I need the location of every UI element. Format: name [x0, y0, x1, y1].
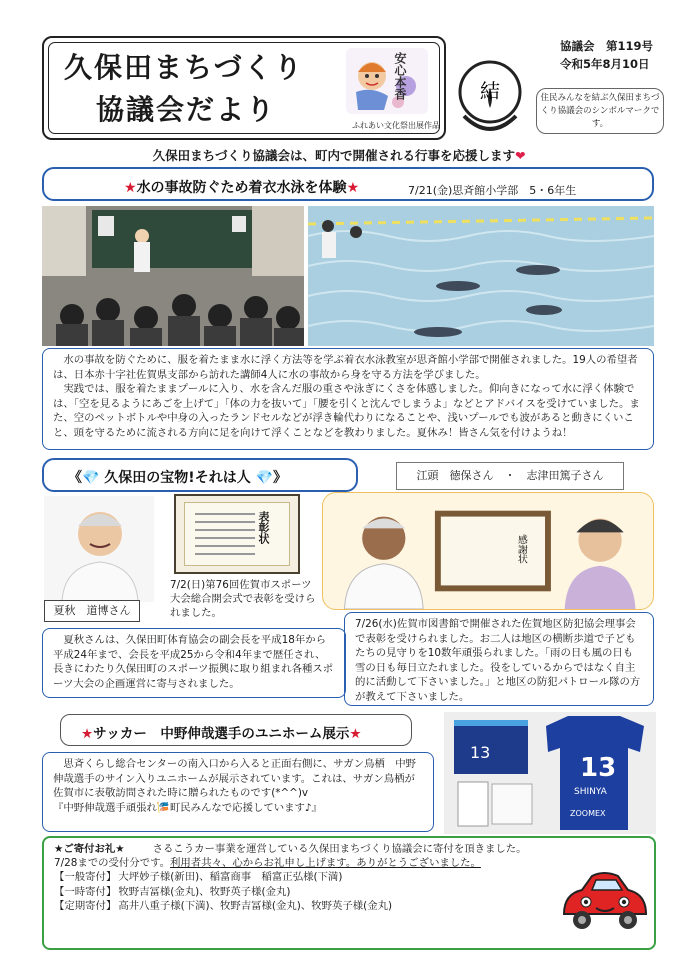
natsuaki-article — [42, 628, 346, 698]
donation-line1: さるこうカー事業を運営している久保田まちづくり協議会に寄付を頂きました。 — [152, 843, 527, 855]
soccer-section-title — [81, 722, 361, 742]
pair-article — [344, 612, 654, 706]
classroom-photo — [42, 206, 304, 346]
heart-icon: ❤ — [514, 148, 526, 163]
donation-row-value: 大坪妙子様(新田)、稲富商事 稲富正弘様(下満) — [118, 871, 343, 884]
natsuaki-portrait-photo — [44, 496, 154, 602]
donation-row-key: 【定期寄付】 — [54, 899, 117, 912]
issue-date: 令和5年8月10日 — [560, 57, 650, 71]
swim-date-place: 7/21(金)思斉館小学部 5・6年生 — [408, 184, 577, 197]
soccer-title-text: サッカー 中野伸哉選手のユニホーム展示 — [93, 726, 350, 742]
festival-artwork-illustration — [344, 46, 430, 116]
donation-intro — [54, 842, 644, 856]
pool-photo — [308, 206, 654, 346]
symbol-mark-icon — [450, 58, 530, 138]
star-icon: ★ — [346, 180, 360, 196]
donation-line2-prefix: 7/28までの受付分です。 — [54, 857, 171, 870]
headline-text: 久保田まちづくり協議会は、町内で開催される行事を応援します — [152, 148, 515, 163]
headline — [0, 146, 678, 164]
donation-row-key: 【一時寄付】 — [54, 885, 117, 898]
certificate-title: 表彰状 — [257, 511, 270, 544]
swim-section-title — [124, 177, 359, 197]
shorts-number: 13 — [470, 743, 491, 762]
star-icon: ★ — [124, 180, 137, 196]
donation-row-key: 【一般寄付】 — [54, 871, 117, 884]
donation-heading: ★ご寄付お礼★ — [54, 843, 125, 855]
natsuaki-name-label: 夏秋 道博さん — [44, 600, 140, 622]
donation-line2-underlined: 利用者共々、心からお礼申し上げます。ありがとうございました。 — [170, 857, 481, 870]
swim-article — [42, 348, 654, 450]
symbol-character: 結 — [480, 79, 500, 103]
signed-uniform-photo — [444, 712, 656, 834]
pair-certificate-title: 感謝状 — [515, 534, 527, 564]
soccer-paragraph: 思斉くらし総合センターの南入口から入ると正面右側に、サガン鳥栖 中野伸哉選手のサイン入りユニホームが展示されています。これは、サガン鳥栖が佐賀市に表敬訪問された時に贈られたものです(*^^)v — [53, 758, 417, 799]
swim-paragraph: 実践では、服を着たままプールに入り、水を含んだ服の重さや泳ぎにくさを体感しました。仰向きになって水に浮く体験では、「空を見るようにあごを上げて」「体の力を抜いて」「腰を引くと沈んでしまうよ」などとアドバイスを受けていました。また、空のペットボトルや中身の入ったランドセルなどが浮き輪代わりになることや、浅いプールでも波があると動きにくいこと、頭を守るために流される方向に足を向けて浮くことなどを教わりました。夏休み！皆さん気を付けようね！ — [53, 383, 640, 439]
issue-number: 協議会 第119号 — [560, 39, 654, 53]
treasure-section-title: 《💎 久保田の宝物!それは人 💎》 — [68, 470, 287, 486]
newsletter-title-line2: 協議会だより — [96, 93, 277, 126]
soccer-article — [42, 752, 434, 832]
red-car-mascot-icon — [556, 864, 652, 936]
donation-row-value: 高井八重子様(下満)、牧野吉冨様(金丸)、牧野英子様(金丸) — [118, 899, 393, 912]
swim-paragraph: 水の事故を防ぐために、服を着たまま水に浮く方法等を学ぶ着衣水泳教室が思斉館小学部で開催されました。19人の希望者は、日本赤十字社佐賀県支部から訪れた講師4人に水の事故から身を守る方法を学びました。 — [53, 354, 638, 381]
soccer-cheer: 『中野伸哉選手頑張れ🎏町民みんなで応援しています♪』 — [53, 801, 322, 814]
star-icon: ★ — [349, 726, 362, 742]
masthead — [42, 36, 446, 140]
natsuaki-paragraph: 夏秋さんは、久保田町体育協会の副会長を平成18年から平成24年まで、会長を平成25から令和4年まで歴任され、長きにわたり久保田町のスポーツ振興に取り組まれ各種スポーツ大会の企画運営に寄与されました。 — [53, 634, 334, 690]
star-icon: ★ — [81, 726, 94, 742]
award-certificate-photo — [174, 494, 300, 574]
illustration-lettering: 安心本香 — [393, 52, 407, 100]
pair-paragraph: 7/26(水)佐賀市図書館で開催された佐賀地区防犯協会理事会で表彰を受けられました。お二人は地区の横断歩道で子どもたちの見守りを10数年頑張られました。「雨の日も風の日も雪の日も毎日立たれました。役をしているからではなく自主的に活動して下さいました。」と地区の防犯パトロール隊の方が教えて下さいました。 — [355, 618, 641, 703]
soccer-section-banner — [60, 714, 412, 746]
newsletter-title-line1: 久保田まちづくり — [64, 51, 304, 84]
pair-honorees-photo — [322, 492, 654, 610]
swim-title-text: 水の事故防ぐため着衣水泳を体験 — [136, 180, 347, 196]
jersey-sponsor: ZOOMEX — [570, 809, 606, 818]
treasure-section-banner — [42, 458, 358, 492]
honoree-pair-names: 江頭 徳保さん ・ 志津田篤子さん — [396, 462, 624, 490]
donation-row-value: 牧野吉冨様(金丸)、牧野英子様(金丸) — [118, 885, 291, 898]
natsuaki-award-caption: 7/2(日)第76回佐賀市スポーツ大会総合開会式で表彰を受けられました。 — [170, 579, 316, 619]
jersey-name: SHINYA — [574, 787, 607, 797]
jersey-number: 13 — [580, 753, 617, 783]
illustration-caption: ふれあい文化祭出展作品 — [352, 121, 440, 130]
symbol-mark-note: 住民みんなを結ぶ久保田まちづくり協議会のシンボルマークです。 — [536, 88, 664, 134]
